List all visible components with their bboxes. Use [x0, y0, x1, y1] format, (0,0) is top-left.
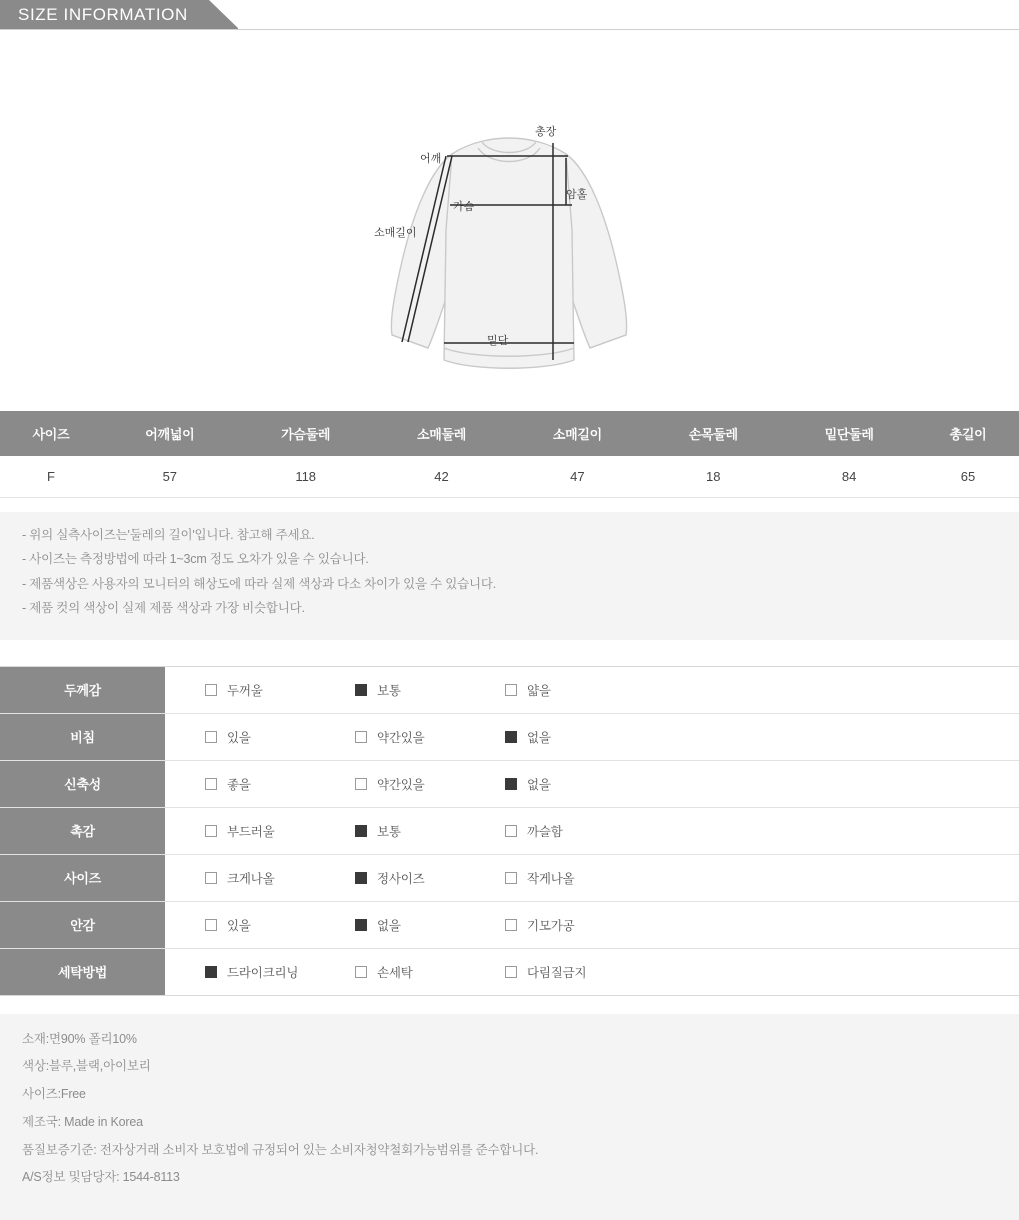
- attribute-option-label: 없을: [377, 916, 401, 934]
- checkbox-icon[interactable]: [355, 778, 367, 790]
- table-cell: 18: [645, 456, 781, 498]
- notice-line: - 위의 실측사이즈는'둘레의 길이'입니다. 참고해 주세요.: [22, 526, 997, 545]
- page-title: SIZE INFORMATION: [18, 5, 188, 25]
- attribute-row: [0, 901, 1019, 948]
- attribute-option-label: 좋을: [227, 775, 251, 793]
- notice-line: - 사이즈는 측정방법에 따라 1~3cm 정도 오차가 있을 수 있습니다.: [22, 550, 997, 569]
- attribute-options: [165, 854, 1019, 901]
- column-header: 소매둘레: [374, 411, 510, 456]
- attribute-option-label: 기모가공: [527, 916, 575, 934]
- checkbox-icon[interactable]: [505, 684, 517, 696]
- table-header-row: [0, 411, 1019, 456]
- attribute-option-label: 손세탁: [377, 963, 413, 981]
- attribute-option-label: 약간있을: [377, 775, 425, 793]
- attribute-option-label: 크게나올: [227, 869, 275, 887]
- attribute-option-label: 약간있을: [377, 728, 425, 746]
- column-header: 가슴둘레: [238, 411, 374, 456]
- table-cell: 84: [781, 456, 917, 498]
- attribute-option[interactable]: [505, 775, 655, 793]
- attribute-option-label: 정사이즈: [377, 869, 425, 887]
- checkbox-icon[interactable]: [205, 731, 217, 743]
- attribute-row: [0, 807, 1019, 854]
- attribute-label: 촉감: [0, 807, 165, 854]
- attribute-row: [0, 713, 1019, 760]
- attribute-options: [165, 807, 1019, 854]
- column-header: 소매길이: [509, 411, 645, 456]
- attribute-label: 비침: [0, 713, 165, 760]
- attribute-option[interactable]: [505, 869, 655, 887]
- size-measurement-table: [0, 411, 1019, 498]
- column-header: 손목둘레: [645, 411, 781, 456]
- diagram-label-total-length: 총장: [535, 124, 557, 138]
- column-header: 어깨넓이: [102, 411, 238, 456]
- fabric-attributes-table: [0, 666, 1019, 996]
- checkbox-icon[interactable]: [205, 919, 217, 931]
- checkbox-icon[interactable]: [355, 966, 367, 978]
- attribute-option[interactable]: [205, 681, 355, 699]
- table-row: [0, 456, 1019, 498]
- product-info-line: 색상:블루,블랙,아이보리: [22, 1057, 997, 1076]
- attribute-option[interactable]: [355, 775, 505, 793]
- attribute-option[interactable]: [205, 775, 355, 793]
- attribute-option-label: 있을: [227, 728, 251, 746]
- notice-line: - 제품색상은 사용자의 모니터의 해상도에 따라 실제 색상과 다소 차이가 있을 수 있습니다.: [22, 575, 997, 594]
- attribute-option-label: 있을: [227, 916, 251, 934]
- product-info-block: [0, 1014, 1019, 1220]
- attribute-option-label: 까슬함: [527, 822, 563, 840]
- attribute-option[interactable]: [355, 963, 505, 981]
- section-header: [0, 0, 1019, 30]
- table-cell: 47: [509, 456, 645, 498]
- notice-line: - 제품 컷의 색상이 실제 제품 색상과 가장 비슷합니다.: [22, 599, 997, 618]
- attribute-option[interactable]: [205, 963, 355, 981]
- checkbox-checked-icon[interactable]: [355, 919, 367, 931]
- attribute-row: [0, 854, 1019, 901]
- attribute-option-label: 보통: [377, 681, 401, 699]
- attribute-options: [165, 901, 1019, 948]
- checkbox-icon[interactable]: [355, 731, 367, 743]
- attribute-option-label: 보통: [377, 822, 401, 840]
- checkbox-icon[interactable]: [505, 919, 517, 931]
- attribute-option[interactable]: [355, 822, 505, 840]
- attribute-option[interactable]: [205, 728, 355, 746]
- column-header: 총길이: [917, 411, 1019, 456]
- column-header: 밑단둘레: [781, 411, 917, 456]
- header-tab-slant: [209, 0, 239, 29]
- checkbox-checked-icon[interactable]: [355, 825, 367, 837]
- attribute-label: 두께감: [0, 666, 165, 713]
- attribute-option-label: 드라이크리닝: [227, 963, 298, 981]
- attribute-option[interactable]: [355, 916, 505, 934]
- diagram-label-chest: 가슴: [453, 199, 475, 213]
- attribute-option-label: 얇을: [527, 681, 551, 699]
- checkbox-checked-icon[interactable]: [505, 778, 517, 790]
- attribute-option-label: 작게나올: [527, 869, 575, 887]
- attribute-options: [165, 948, 1019, 995]
- attribute-label: 신축성: [0, 760, 165, 807]
- checkbox-icon[interactable]: [505, 966, 517, 978]
- attribute-option-label: 다림질금지: [527, 963, 586, 981]
- checkbox-icon[interactable]: [205, 684, 217, 696]
- attribute-option-label: 없을: [527, 775, 551, 793]
- table-cell: 65: [917, 456, 1019, 498]
- product-info-line: 소재:면90% 폴리10%: [22, 1030, 997, 1049]
- attribute-label: 세탁방법: [0, 948, 165, 995]
- attribute-option[interactable]: [205, 869, 355, 887]
- attribute-options: [165, 666, 1019, 713]
- product-info-line: 사이즈:Free: [22, 1085, 997, 1104]
- product-info-line: 품질보증기준: 전자상거래 소비자 보호법에 규정되어 있는 소비자청약철회가능범위를 준수합니다.: [22, 1141, 997, 1160]
- attribute-option-label: 두꺼울: [227, 681, 263, 699]
- attribute-option-label: 없을: [527, 728, 551, 746]
- attribute-label: 사이즈: [0, 854, 165, 901]
- attribute-option[interactable]: [355, 869, 505, 887]
- checkbox-icon[interactable]: [205, 778, 217, 790]
- attribute-option[interactable]: [205, 822, 355, 840]
- attribute-row: [0, 666, 1019, 713]
- checkbox-checked-icon[interactable]: [505, 731, 517, 743]
- attribute-option[interactable]: [505, 681, 655, 699]
- attribute-options: [165, 760, 1019, 807]
- header-tab: [0, 0, 238, 29]
- attribute-option[interactable]: [505, 916, 655, 934]
- diagram-label-sleeve-length: 소매길이: [374, 225, 417, 239]
- attribute-option[interactable]: [355, 681, 505, 699]
- column-header: 사이즈: [0, 411, 102, 456]
- attribute-option[interactable]: [505, 822, 655, 840]
- product-info-line: 제조국: Made in Korea: [22, 1113, 997, 1132]
- table-cell: 57: [102, 456, 238, 498]
- diagram-label-shoulder: 어깨: [420, 151, 441, 165]
- diagram-label-armhole: 암홀: [566, 187, 588, 201]
- attribute-options: [165, 713, 1019, 760]
- attribute-option[interactable]: [355, 728, 505, 746]
- checkbox-icon[interactable]: [205, 872, 217, 884]
- checkbox-icon[interactable]: [505, 872, 517, 884]
- attribute-row: [0, 948, 1019, 995]
- diagram-label-hem: 밑단: [487, 333, 509, 347]
- checkbox-icon[interactable]: [505, 825, 517, 837]
- product-info-line: A/S정보 및담당자: 1544-8113: [22, 1168, 997, 1187]
- checkbox-checked-icon[interactable]: [355, 872, 367, 884]
- table-cell: 42: [374, 456, 510, 498]
- measurement-notice: [0, 512, 1019, 640]
- checkbox-icon[interactable]: [205, 825, 217, 837]
- table-cell: F: [0, 456, 102, 498]
- attribute-option[interactable]: [505, 963, 655, 981]
- attribute-option-label: 부드러울: [227, 822, 275, 840]
- checkbox-checked-icon[interactable]: [205, 966, 217, 978]
- table-cell: 118: [238, 456, 374, 498]
- attribute-option[interactable]: [505, 728, 655, 746]
- checkbox-checked-icon[interactable]: [355, 684, 367, 696]
- attribute-row: [0, 760, 1019, 807]
- garment-measurement-diagram: [0, 30, 1019, 405]
- attribute-label: 안감: [0, 901, 165, 948]
- attribute-option[interactable]: [205, 916, 355, 934]
